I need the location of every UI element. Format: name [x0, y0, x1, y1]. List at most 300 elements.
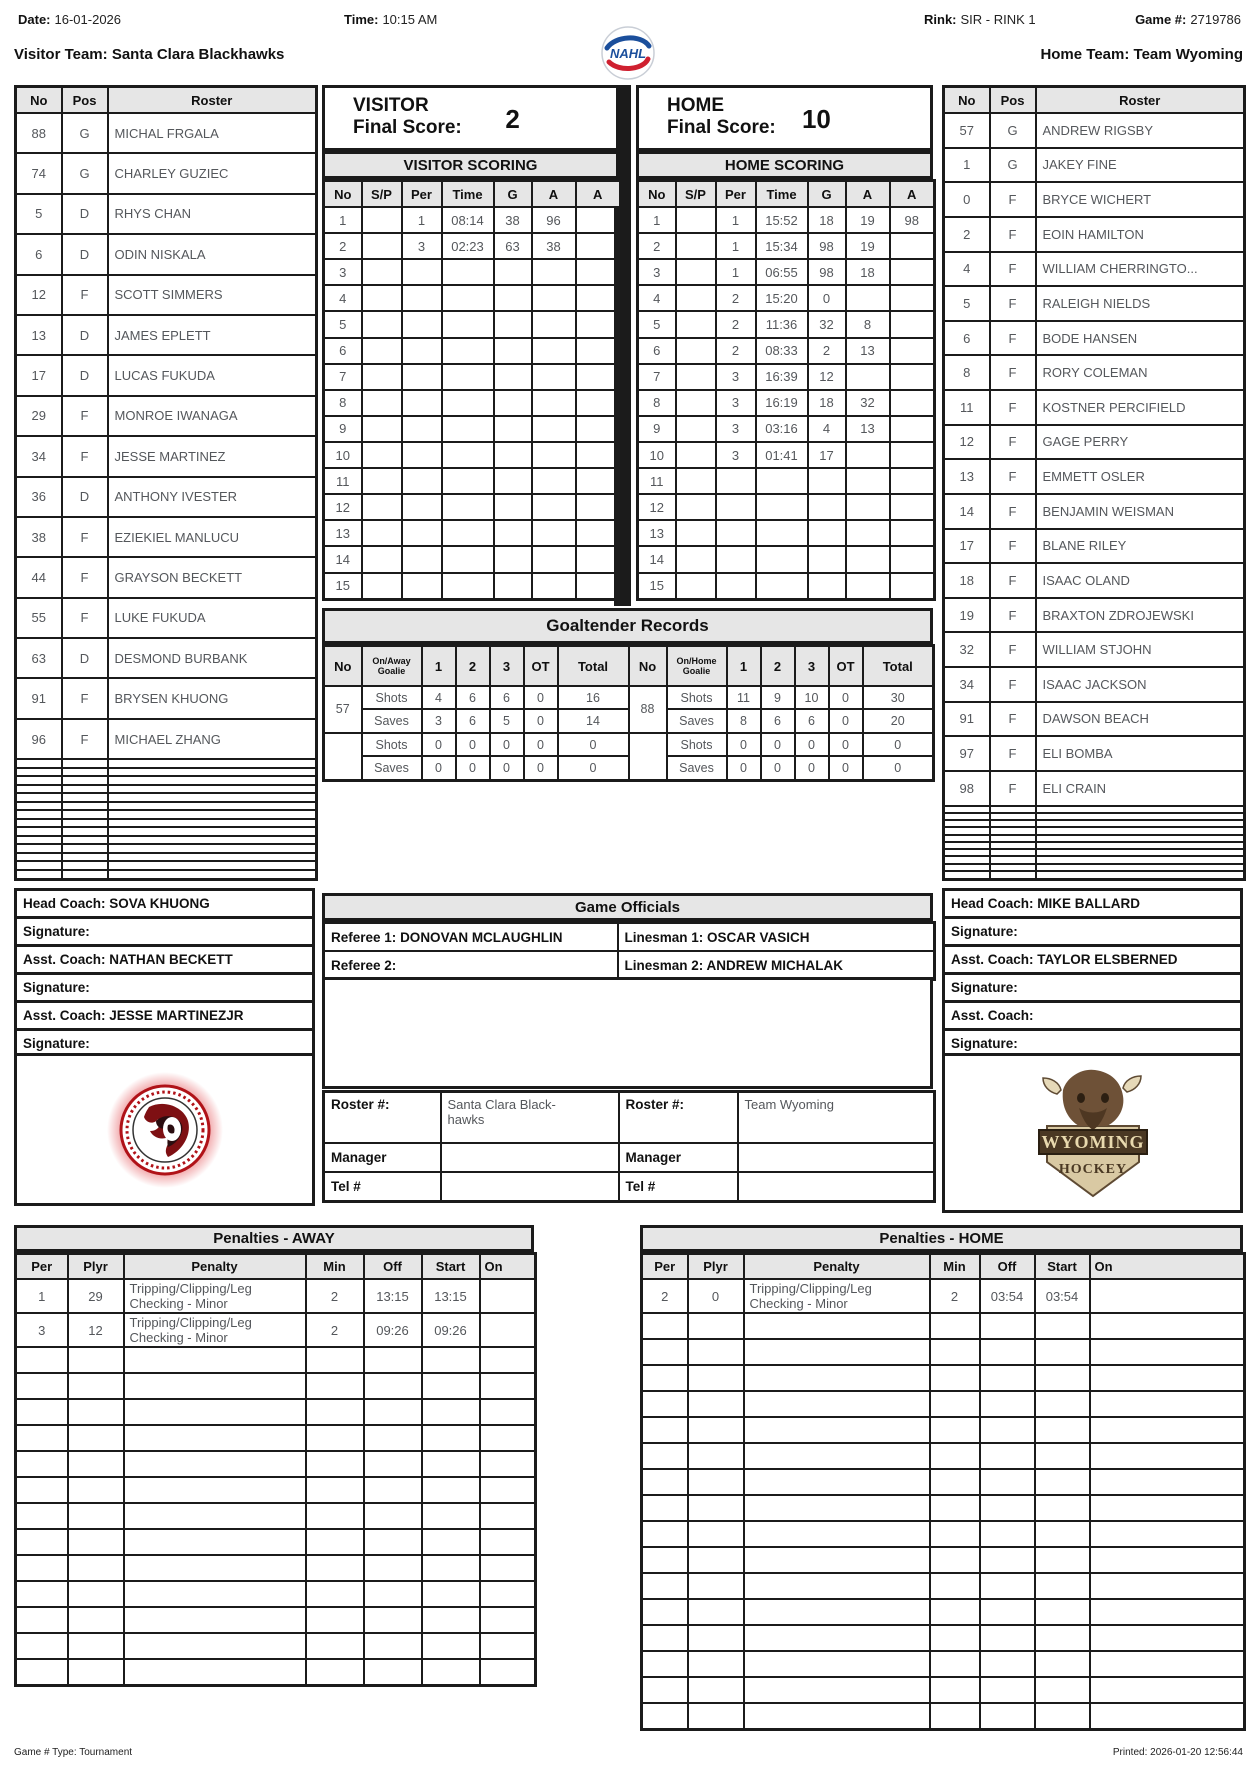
time-field — [344, 12, 437, 27]
home-scoring-row-no: 9 — [638, 416, 676, 442]
visitor-scoring-row-no: 14 — [324, 546, 362, 572]
penalty-home-row-off — [980, 1573, 1035, 1599]
home-roster-row-name: WILLIAM CHERRINGTO... — [1036, 252, 1245, 287]
goalie-cell: 0 — [829, 733, 863, 756]
visitor-roster-number-label: Roster #: — [324, 1092, 441, 1144]
penalty-away-row-min — [306, 1425, 364, 1451]
pen-home-header-off: Off — [980, 1254, 1035, 1280]
penalty-away-row-min — [306, 1633, 364, 1659]
penalty-home-row-penalty — [744, 1651, 930, 1677]
visitor-roster-row-name: MICHAEL ZHANG — [108, 719, 317, 759]
visitor-roster-row-pos: D — [62, 477, 108, 517]
home-scoring-row — [638, 338, 935, 364]
home-scoring-row-a2: 98 — [890, 207, 935, 233]
penalty-away-row-plyr — [68, 1425, 124, 1451]
penalties-home-table — [640, 1252, 1246, 1731]
visitor-scoring-row-time — [442, 311, 494, 337]
penalty-home-row-start — [1035, 1651, 1090, 1677]
home-scoring-row-a1: 19 — [846, 207, 890, 233]
penalty-home-row — [642, 1625, 1245, 1651]
visitor-roster-row-no: 17 — [16, 355, 62, 395]
home-roster-number-label: Roster #: — [619, 1092, 738, 1144]
team-contact-table — [322, 1090, 933, 1203]
home-roster-row-pos — [990, 813, 1036, 820]
penalties-home-header-row — [642, 1254, 1245, 1280]
goalie-cell: 16 — [558, 686, 629, 709]
home-scoring-row-time — [756, 468, 808, 494]
visitor-scoring-row-g — [494, 416, 532, 442]
penalty-home-row-per — [642, 1703, 688, 1730]
home-scoring-table — [636, 179, 933, 601]
goalie-cell: 10 — [795, 686, 829, 709]
home-scoring-row-no: 3 — [638, 259, 676, 285]
visitor-roster-row-name — [108, 836, 317, 845]
goalie-cell: 6 — [456, 709, 490, 732]
penalty-away-row — [16, 1633, 536, 1659]
penalty-home-row — [642, 1469, 1245, 1495]
home-scoring-row-a2 — [890, 364, 935, 390]
visitor-scoring-row-a1 — [532, 416, 576, 442]
goalie-home-no-header: No — [629, 646, 667, 687]
home-scoring-row — [638, 285, 935, 311]
visitor-roster-row-name — [108, 776, 317, 785]
visitor-roster-row-name: BRYSEN KHUONG — [108, 678, 317, 718]
goalie-cell: 0 — [829, 756, 863, 780]
visitor-roster-row-pos: D — [62, 315, 108, 355]
penalty-home-row-min — [930, 1417, 980, 1443]
home-scoring-row-per — [716, 546, 756, 572]
penalty-home-row-per — [642, 1521, 688, 1547]
visitor-scoring-row-a1 — [532, 338, 576, 364]
penalty-home-row-min — [930, 1547, 980, 1573]
penalty-away-row-min: 2 — [306, 1279, 364, 1313]
home-roster-row-pos — [990, 820, 1036, 827]
visitor-scoring-header-time: Time — [442, 181, 494, 208]
goalie-cell: 0 — [863, 733, 934, 756]
visitor-asst-coach1-line: Asst. Coach: NATHAN BECKETT — [17, 947, 312, 975]
visitor-scoring-row-g — [494, 390, 532, 416]
home-logo-text-wyoming: WYOMING — [1041, 1132, 1144, 1152]
home-roster-row-no: 13 — [944, 459, 990, 494]
visitor-scoring-row-time — [442, 494, 494, 520]
goalie-cell: 8 — [727, 709, 761, 732]
home-scoring-row-no: 6 — [638, 338, 676, 364]
visitor-scoring-row-no: 11 — [324, 468, 362, 494]
visitor-roster-row — [16, 557, 317, 597]
visitor-scoring-header-sp: S/P — [362, 181, 402, 208]
goalie-home1-shots-label: Shots — [667, 686, 727, 709]
visitor-scoring-row-sp — [362, 285, 402, 311]
penalty-home-row-per — [642, 1339, 688, 1365]
visitor-roster-row-pos: F — [62, 275, 108, 315]
home-roster-row-no: 2 — [944, 217, 990, 252]
visitor-scoring-row-a2 — [576, 520, 621, 546]
pen-home-header-penalty: Penalty — [744, 1254, 930, 1280]
goalie-away-no-header: No — [324, 646, 362, 687]
home-scoring-row — [638, 416, 935, 442]
visitor-roster-row-name: SCOTT SIMMERS — [108, 275, 317, 315]
home-scoring-row-g — [808, 468, 846, 494]
penalty-away-row-start — [422, 1633, 480, 1659]
penalty-away-row-off — [364, 1399, 422, 1425]
visitor-scoring-row-per — [402, 338, 442, 364]
goalie-home-p2-header: 2 — [761, 646, 795, 687]
home-scoring-header-per: Per — [716, 181, 756, 208]
visitor-team-label: Visitor Team: — [14, 46, 108, 63]
visitor-roster-row-no — [16, 861, 62, 870]
penalty-away-row-off — [364, 1503, 422, 1529]
visitor-scoring-row-no: 5 — [324, 311, 362, 337]
date-value: 16-01-2026 — [54, 12, 122, 27]
pen-away-header-penalty: Penalty — [124, 1254, 306, 1280]
home-scoring-row-a1 — [846, 494, 890, 520]
visitor-scoring-row-time — [442, 390, 494, 416]
home-scoring-row-sp — [676, 338, 716, 364]
penalty-home-row-start — [1035, 1365, 1090, 1391]
visitor-asst-coach2-signature-line: Signature: — [23, 1036, 90, 1051]
penalty-away-row-plyr: 12 — [68, 1313, 124, 1347]
home-roster-row-name — [1036, 813, 1245, 820]
penalty-home-row-penalty — [744, 1365, 930, 1391]
penalty-home-row-penalty — [744, 1625, 930, 1651]
penalty-away-row-start — [422, 1347, 480, 1373]
visitor-roster-row — [16, 355, 317, 395]
penalty-away-row-start — [422, 1529, 480, 1555]
home-roster-row-pos — [990, 871, 1036, 879]
home-roster-row-name: RORY COLEMAN — [1036, 355, 1245, 390]
home-scoring-row-no: 8 — [638, 390, 676, 416]
penalty-home-row-min — [930, 1339, 980, 1365]
penalty-home-row-plyr — [688, 1573, 744, 1599]
pen-home-header-on: On — [1090, 1254, 1245, 1280]
penalty-away-row-per — [16, 1581, 68, 1607]
visitor-scoring-row-a2 — [576, 442, 621, 468]
penalty-away-row — [16, 1555, 536, 1581]
penalty-away-row-off — [364, 1451, 422, 1477]
referee1-name: DONOVAN MCLAUGHLIN — [400, 929, 563, 945]
penalty-home-row-per — [642, 1391, 688, 1417]
visitor-roster-row — [16, 315, 317, 355]
visitor-roster-row-no — [16, 853, 62, 862]
home-scoring-row-per — [716, 573, 756, 600]
visitor-head-coach-signature-line: Signature: — [17, 919, 312, 947]
visitor-tel-label: Tel # — [324, 1172, 441, 1202]
visitor-roster-row — [16, 517, 317, 557]
visitor-roster-row-pos: F — [62, 678, 108, 718]
goalie-away1-no: 57 — [324, 686, 362, 733]
home-roster-row-pos — [990, 856, 1036, 863]
visitor-manager-label: Manager — [324, 1143, 441, 1172]
penalty-home-row — [642, 1573, 1245, 1599]
visitor-scoring-row-time — [442, 416, 494, 442]
home-roster-row — [944, 182, 1245, 217]
home-scoring-row-time: 11:36 — [756, 311, 808, 337]
penalty-home-row-on — [1090, 1469, 1245, 1495]
penalty-away-row-on — [480, 1451, 536, 1477]
home-scoring-row — [638, 390, 935, 416]
visitor-roster-row-no — [16, 802, 62, 811]
home-roster-row-pos: F — [990, 459, 1036, 494]
penalty-home-row-penalty — [744, 1547, 930, 1573]
penalty-away-row-on — [480, 1581, 536, 1607]
penalty-away-row-on — [480, 1347, 536, 1373]
visitor-roster-row-no: 38 — [16, 517, 62, 557]
visitor-roster-row — [16, 436, 317, 476]
home-roster-header-no: No — [944, 87, 990, 114]
visitor-roster-row-pos — [62, 836, 108, 845]
penalty-home-row-min — [930, 1495, 980, 1521]
home-scoring-row-no: 2 — [638, 233, 676, 259]
penalty-home-row-min — [930, 1677, 980, 1703]
visitor-scoring-row-g — [494, 573, 532, 600]
home-scoring-row-g: 2 — [808, 338, 846, 364]
goalie-home-type-line2: Goalie — [682, 666, 711, 676]
visitor-scoring-row-sp — [362, 573, 402, 600]
penalty-away-row-off — [364, 1425, 422, 1451]
visitor-scoring-row — [324, 442, 621, 468]
home-scoring-header-sp: S/P — [676, 181, 716, 208]
penalty-away-row-off: 09:26 — [364, 1313, 422, 1347]
penalty-away-row-penalty — [124, 1555, 306, 1581]
visitor-scoring-row-a2 — [576, 285, 621, 311]
visitor-scoring-row-a2 — [576, 416, 621, 442]
home-roster-header-row — [944, 87, 1245, 114]
home-roster-row-pos: F — [990, 182, 1036, 217]
linesman2-label: Linesman 2: — [624, 957, 704, 973]
date-label: Date: — [18, 12, 51, 27]
visitor-scoring-row-time — [442, 442, 494, 468]
goalie-cell: 0 — [456, 733, 490, 756]
home-scoring-header-time: Time — [756, 181, 808, 208]
visitor-scoring-row-per: 3 — [402, 233, 442, 259]
home-roster-table — [942, 85, 1243, 881]
visitor-roster-row-pos: F — [62, 557, 108, 597]
visitor-scoring-row-sp — [362, 207, 402, 233]
visitor-scoring-row-a1 — [532, 259, 576, 285]
home-scoring-row-a2 — [890, 338, 935, 364]
home-scoring-row-a2 — [890, 233, 935, 259]
penalty-home-row-per — [642, 1365, 688, 1391]
penalty-home-row-off — [980, 1391, 1035, 1417]
penalty-home-row-plyr — [688, 1417, 744, 1443]
visitor-scoring-row-a2 — [576, 468, 621, 494]
home-roster-row-name — [1036, 849, 1245, 856]
penalties-away-table — [14, 1252, 537, 1687]
home-roster-row — [944, 736, 1245, 771]
home-team-line — [1040, 46, 1243, 63]
home-roster-row — [944, 217, 1245, 252]
penalty-away-row-penalty — [124, 1529, 306, 1555]
visitor-roster-row-name — [108, 810, 317, 819]
visitor-scoring-row-per — [402, 494, 442, 520]
visitor-roster-row-no — [16, 810, 62, 819]
visitor-roster-row-name: JAMES EPLETT — [108, 315, 317, 355]
penalty-home-row-penalty — [744, 1599, 930, 1625]
penalty-home-row-plyr — [688, 1677, 744, 1703]
penalty-home-row-min — [930, 1599, 980, 1625]
visitor-scoring-row — [324, 311, 621, 337]
penalty-away-row-on — [480, 1477, 536, 1503]
goalie-row-shots-1 — [324, 686, 934, 709]
home-scoring-row-a1: 32 — [846, 390, 890, 416]
penalty-away-row — [16, 1581, 536, 1607]
penalty-away-row — [16, 1503, 536, 1529]
visitor-roster-row — [16, 678, 317, 718]
goalie-cell: 0 — [863, 756, 934, 780]
goalie-cell: 0 — [422, 733, 456, 756]
visitor-roster-row-pos: G — [62, 113, 108, 153]
visitor-scoring-row-a1 — [532, 442, 576, 468]
visitor-roster-row-name: CHARLEY GUZIEC — [108, 153, 317, 193]
penalty-away-row-start — [422, 1659, 480, 1686]
visitor-scoring-row-g — [494, 442, 532, 468]
visitor-scoring-row-g — [494, 285, 532, 311]
visitor-roster-row-no: 5 — [16, 194, 62, 234]
home-roster-row-no: 18 — [944, 563, 990, 598]
visitor-scoring-row-sp — [362, 390, 402, 416]
home-scoring-row-a2 — [890, 390, 935, 416]
penalty-home-row-min — [930, 1651, 980, 1677]
penalty-home-row-on — [1090, 1417, 1245, 1443]
visitor-scoring-row-no: 12 — [324, 494, 362, 520]
home-scoring-row-sp — [676, 233, 716, 259]
goalie-cell: 6 — [456, 686, 490, 709]
visitor-roster-row-name — [108, 861, 317, 870]
penalty-home-row-plyr — [688, 1391, 744, 1417]
penalty-home-row-per — [642, 1469, 688, 1495]
penalty-away-row-min — [306, 1373, 364, 1399]
visitor-scoring-row-no: 6 — [324, 338, 362, 364]
penalty-away-row-plyr — [68, 1607, 124, 1633]
visitor-roster-row-pos: F — [62, 719, 108, 759]
goalie-home2-no — [629, 733, 667, 781]
home-roster-row-name: BRYCE WICHERT — [1036, 182, 1245, 217]
referee2-cell — [324, 951, 618, 980]
home-scoring-row-per: 1 — [716, 207, 756, 233]
penalty-away-row — [16, 1477, 536, 1503]
home-scoring-row-sp — [676, 285, 716, 311]
visitor-scoring-row — [324, 364, 621, 390]
penalty-home-row-off — [980, 1495, 1035, 1521]
visitor-tel-value — [441, 1172, 619, 1202]
home-roster-row-name: EOIN HAMILTON — [1036, 217, 1245, 252]
goalie-home-p1-header: 1 — [727, 646, 761, 687]
home-roster-row-pos: F — [990, 632, 1036, 667]
goalie-home-ot-header: OT — [829, 646, 863, 687]
goalie-away-type-line1: On/Away — [372, 656, 411, 666]
home-scoring-row — [638, 364, 935, 390]
home-scoring-row-time: 15:34 — [756, 233, 808, 259]
penalty-home-row-penalty — [744, 1573, 930, 1599]
penalty-away-row-plyr — [68, 1581, 124, 1607]
visitor-scoring-row-sp — [362, 311, 402, 337]
home-roster-row-pos: G — [990, 148, 1036, 183]
penalty-home-row-min — [930, 1365, 980, 1391]
visitor-scoring-row — [324, 546, 621, 572]
visitor-roster-row — [16, 153, 317, 193]
penalty-away-row-per — [16, 1399, 68, 1425]
referee2-label: Referee 2: — [331, 957, 397, 973]
penalty-away-row-on — [480, 1313, 536, 1347]
goalie-away-ot-header: OT — [524, 646, 558, 687]
goalie-away1-shots-label: Shots — [362, 686, 422, 709]
visitor-scoring-row-a1 — [532, 573, 576, 600]
home-roster-row-no — [944, 806, 990, 813]
home-asst-coach1-signature-line: Signature: — [945, 975, 1240, 1003]
visitor-scoring-row-time — [442, 520, 494, 546]
penalty-home-row-off: 03:54 — [980, 1279, 1035, 1313]
penalty-home-row-per — [642, 1573, 688, 1599]
penalty-home-row-on — [1090, 1547, 1245, 1573]
goalie-away1-saves-label: Saves — [362, 709, 422, 732]
goalie-cell: 0 — [456, 756, 490, 780]
penalty-home-row-per — [642, 1599, 688, 1625]
home-scoring-header-no: No — [638, 181, 676, 208]
penalty-away-row-on — [480, 1659, 536, 1686]
visitor-scoring-row-g — [494, 494, 532, 520]
visitor-scoring-row-per — [402, 416, 442, 442]
home-scoring-row-a1 — [846, 468, 890, 494]
visitor-roster-row — [16, 768, 317, 777]
penalty-away-row — [16, 1529, 536, 1555]
home-scoring-row-a1 — [846, 285, 890, 311]
home-roster-row — [944, 667, 1245, 702]
visitor-scoring-row-sp — [362, 233, 402, 259]
home-scoring-row-g: 98 — [808, 233, 846, 259]
visitor-roster-row-name: MONROE IWANAGA — [108, 396, 317, 436]
home-scoring-row-sp — [676, 468, 716, 494]
home-head-coach-signature-line: Signature: — [945, 919, 1240, 947]
visitor-roster-row-no — [16, 793, 62, 802]
home-roster-row-pos: F — [990, 598, 1036, 633]
penalty-home-row — [642, 1677, 1245, 1703]
penalty-home-row-min — [930, 1521, 980, 1547]
goalie-cell: 0 — [490, 733, 524, 756]
visitor-scoring-row-g: 38 — [494, 207, 532, 233]
home-roster-row-no — [944, 849, 990, 856]
penalty-away-row — [16, 1347, 536, 1373]
home-roster-header-pos: Pos — [990, 87, 1036, 114]
goalie-away-type-line2: Goalie — [377, 666, 406, 676]
penalty-away-row-min — [306, 1581, 364, 1607]
home-scoring-row-per: 3 — [716, 364, 756, 390]
visitor-roster-header-no: No — [16, 87, 62, 114]
home-roster-row-pos: F — [990, 355, 1036, 390]
home-roster-row-no: 19 — [944, 598, 990, 633]
home-scoring-row-g: 17 — [808, 442, 846, 468]
visitor-roster-row-no — [16, 844, 62, 853]
penalty-away-row-penalty — [124, 1373, 306, 1399]
penalty-home-row-start — [1035, 1339, 1090, 1365]
penalty-home-row-off — [980, 1625, 1035, 1651]
goalie-away2-no — [324, 733, 362, 781]
officials-notes-box — [322, 977, 933, 1089]
nahl-league-logo-icon — [601, 26, 655, 80]
visitor-scoring-row — [324, 285, 621, 311]
visitor-roster-row-name: EZIEKIEL MANLUCU — [108, 517, 317, 557]
penalty-home-row-per — [642, 1651, 688, 1677]
visitor-final-score-value: 2 — [505, 104, 520, 134]
home-roster-row — [944, 355, 1245, 390]
penalty-home-row-per: 2 — [642, 1279, 688, 1313]
goalie-cell: 0 — [829, 709, 863, 732]
referee1-cell — [324, 923, 618, 952]
visitor-roster-row-no: 96 — [16, 719, 62, 759]
home-roster-row-pos — [990, 864, 1036, 871]
visitor-roster-row-name — [108, 827, 317, 836]
home-roster-row — [944, 827, 1245, 834]
pen-away-header-per: Per — [16, 1254, 68, 1280]
